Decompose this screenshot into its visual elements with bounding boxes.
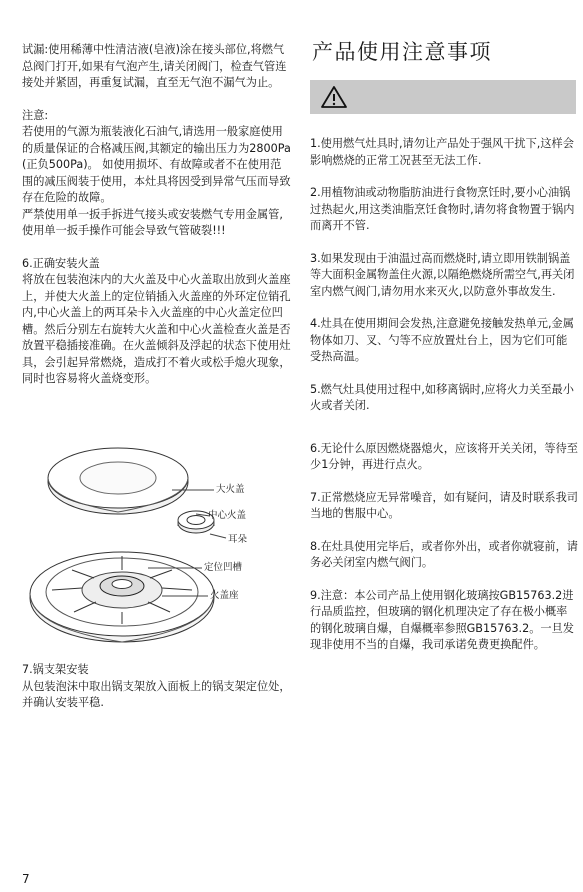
warning-bar [310, 80, 576, 114]
label-notch: 定位凹槽 [204, 562, 243, 573]
label-cap-base: 火盖座 [210, 590, 239, 601]
notice-heading: 注意: [22, 108, 49, 122]
wrench-warning-paragraph: 严禁使用单一扳手拆进气接头或安装燃气专用金属管,使用单一扳手操作可能会导致气管破裂!!! [22, 207, 283, 237]
right-column [310, 136, 578, 654]
burner-illustration [22, 430, 292, 655]
notice-item-3: 3.如果发现由于油温过高而燃烧时,请立即用铁制锅盖等大面积金属物盖住火源,以隔绝燃烧所需空气,再关闭室内燃气阀门,请勿用水来灭火,以防意外事故发生. [310, 251, 575, 298]
burner-cap-diagram [22, 430, 292, 655]
notice-item-4: 4.灶具在使用期间会发热,注意避免接触发热单元,金属物体如刀、叉、勺等不应放置灶台上，因为它们可能受热高温。 [310, 317, 574, 363]
section-6-title: 6.正确安装火盖 [22, 256, 100, 270]
label-center-cap: 中心火盖 [208, 510, 247, 521]
left-column [22, 42, 292, 388]
notice-item-2: 2.用植物油或动物脂肪油进行食物烹饪时,要小心油锅过热起火,用这类油脂烹饪食物时,请勿将食物置于锅内而离开不管. [310, 186, 575, 232]
section-6-body: 将放在包装泡沫内的大火盖及中心火盖取出放到火盖座上，并使大火盖上的定位销插入火盖座的外环定位销孔内,中心火盖上的两耳朵卡入火盖座的中心火盖定位凹槽。然后分别左右旋转大火盖和中心火盖检查火盖是否放置平稳插接准确。在火盖倾斜及浮起的状态下使用灶具，会引起异常燃烧，造成打不着火或松手熄火现象，同时也容易将火盖烧变形。 [22, 273, 291, 385]
pressure-valve-paragraph: 若使用的气源为瓶装液化石油气,请选用一般家庭使用的质量保证的合格减压阀,其额定的输出压力为2800Pa(正负500Pa)。 如使用损坏、有故障或者不在使用范围的减压阀装于使用，本灶具将因受到异常气压而导致存在危险的故障。 [22, 125, 291, 204]
notice-item-5: 5.燃气灶具使用过程中,如移离锅时,应将火力关至最小火或者关闭. [310, 382, 574, 412]
section-7-body: 从包装泡沫中取出锅支架放入面板上的锅支架定位处，并确认安装平稳. [22, 679, 291, 709]
notice-item-9: 9.注意：本公司产品上使用钢化玻璃按GB15763.2进行品质监控，但玻璃的钢化机理决定了存在极小概率的钢化玻璃自爆，自爆概率参照GB15763.2。一旦发现非使用不当的自爆，我司承诺免费更换配件。 [310, 588, 574, 651]
page-title: 产品使用注意事项 [312, 40, 492, 64]
section-7-title: 7.锅支架安装 [22, 663, 89, 676]
label-big-cap: 大火盖 [216, 484, 245, 495]
notice-item-1: 1.使用燃气灶具时,请勿让产品处于强风干扰下,这样会影响燃烧的正常工况甚至无法工作. [310, 137, 574, 167]
label-ear: 耳朵 [228, 534, 248, 545]
warning-triangle-icon [320, 85, 348, 109]
leak-test-paragraph: 试漏:使用稀薄中性清洁液(皂液)涂在接头部位,将燃气总阀门打开,如果有气泡产生,请关闭阀门，检查气管连接处并紧固，再重复试漏，直至无气泡不漏气为止。 [22, 43, 287, 89]
notice-item-8: 8.在灶具使用完毕后，或者你外出，或者你就寝前，请务必关闭室内燃气阀门。 [310, 539, 578, 569]
notice-item-7: 7.正常燃烧应无异常噪音，如有疑问，请及时联系我司当地的售服中心。 [310, 490, 578, 520]
section-7 [22, 662, 292, 712]
notice-item-6: 6.无论什么原因燃烧器熄火，应该将开关关闭，等待至少1分钟，再进行点火。 [310, 441, 578, 471]
page-number: 7 [22, 872, 30, 886]
